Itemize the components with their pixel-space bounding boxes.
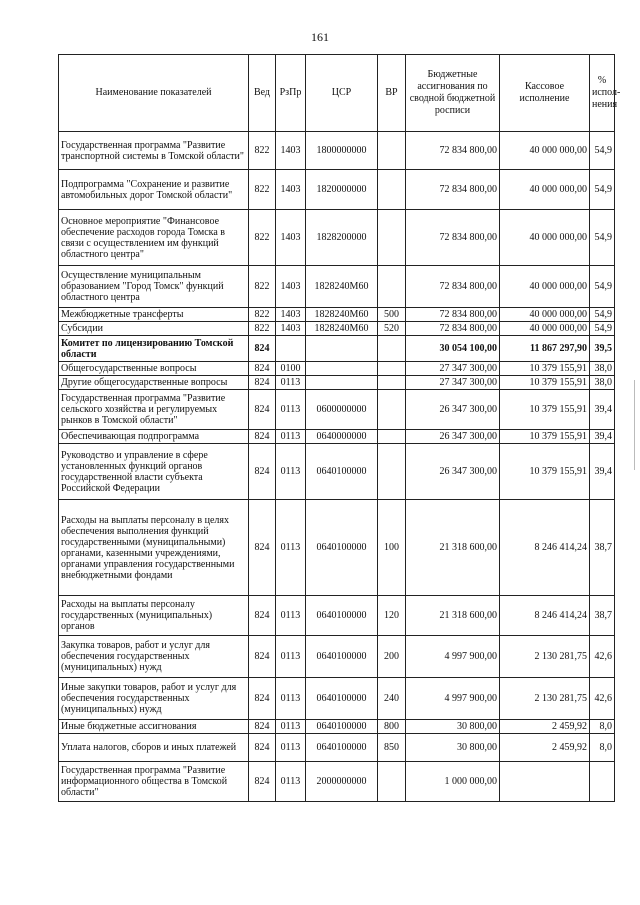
cell-vr — [378, 266, 406, 308]
cell-budget: 26 347 300,00 — [406, 430, 500, 444]
cell-rzpr: 1403 — [276, 170, 306, 210]
cell-rzpr: 0113 — [276, 500, 306, 596]
cell-ved: 824 — [249, 720, 276, 734]
cell-pct: 8,0 — [590, 734, 615, 762]
cell-budget: 4 997 900,00 — [406, 636, 500, 678]
cell-vr — [378, 430, 406, 444]
cell-pct: 42,6 — [590, 636, 615, 678]
cell-vr: 200 — [378, 636, 406, 678]
table-row — [59, 720, 615, 734]
cell-ved: 822 — [249, 210, 276, 266]
table-row — [59, 322, 615, 336]
cell-cash: 2 459,92 — [500, 720, 590, 734]
cell-budget: 30 054 100,00 — [406, 336, 500, 362]
header-csr: ЦСР — [306, 55, 378, 132]
cell-name: Расходы на выплаты персоналу в целях обеспечения выполнения функций государственными (муниципальными) органами, казенными учреждениями, органами управления государственными внебюджетными фондами — [59, 500, 249, 596]
cell-csr: 0640100000 — [306, 678, 378, 720]
table-row — [59, 210, 615, 266]
cell-rzpr: 0113 — [276, 762, 306, 802]
scan-edge-line — [634, 380, 635, 470]
header-name: Наименование показателей — [59, 55, 249, 132]
cell-name: Закупка товаров, работ и услуг для обеспечения государственных (муниципальных) нужд — [59, 636, 249, 678]
cell-vr — [378, 170, 406, 210]
cell-cash: 10 379 155,91 — [500, 376, 590, 390]
cell-csr: 1828240М60 — [306, 266, 378, 308]
table-row — [59, 336, 615, 362]
cell-ved: 822 — [249, 322, 276, 336]
cell-name: Расходы на выплаты персоналу государственных (муниципальных) органов — [59, 596, 249, 636]
cell-vr: 520 — [378, 322, 406, 336]
cell-cash: 40 000 000,00 — [500, 266, 590, 308]
table-header — [59, 55, 615, 132]
cell-csr: 0640100000 — [306, 596, 378, 636]
cell-pct: 54,9 — [590, 132, 615, 170]
table-row — [59, 596, 615, 636]
cell-ved: 824 — [249, 500, 276, 596]
cell-cash: 2 130 281,75 — [500, 678, 590, 720]
cell-name: Осуществление муниципальным образованием "Город Томск" функций областного центра — [59, 266, 249, 308]
cell-vr — [378, 444, 406, 500]
cell-csr: 1828240М60 — [306, 322, 378, 336]
cell-csr — [306, 336, 378, 362]
cell-csr: 0640000000 — [306, 430, 378, 444]
cell-cash: 10 379 155,91 — [500, 444, 590, 500]
cell-csr: 0640100000 — [306, 720, 378, 734]
cell-ved: 824 — [249, 596, 276, 636]
cell-vr — [378, 390, 406, 430]
cell-rzpr: 1403 — [276, 210, 306, 266]
cell-name: Основное мероприятие "Финансовое обеспечение расходов города Томска в связи с осуществлением им функций областного центра" — [59, 210, 249, 266]
cell-ved: 824 — [249, 678, 276, 720]
header-budget: Бюджетные ассигнования по сводной бюджетной росписи — [406, 55, 500, 132]
table-row — [59, 762, 615, 802]
cell-name: Государственная программа "Развитие транспортной системы в Томской области" — [59, 132, 249, 170]
cell-budget: 72 834 800,00 — [406, 322, 500, 336]
table-row — [59, 430, 615, 444]
cell-ved: 824 — [249, 362, 276, 376]
table-row — [59, 376, 615, 390]
cell-vr: 850 — [378, 734, 406, 762]
cell-name: Государственная программа "Развитие информационного общества в Томской области" — [59, 762, 249, 802]
cell-cash: 40 000 000,00 — [500, 210, 590, 266]
cell-pct: 38,0 — [590, 362, 615, 376]
cell-rzpr: 0100 — [276, 362, 306, 376]
cell-name: Государственная программа "Развитие сельского хозяйства и регулируемых рынков в Томской области" — [59, 390, 249, 430]
cell-cash: 11 867 297,90 — [500, 336, 590, 362]
header-vr: ВР — [378, 55, 406, 132]
cell-budget: 72 834 800,00 — [406, 308, 500, 322]
cell-cash — [500, 762, 590, 802]
cell-rzpr: 0113 — [276, 430, 306, 444]
cell-vr: 500 — [378, 308, 406, 322]
table-row — [59, 362, 615, 376]
cell-cash: 40 000 000,00 — [500, 308, 590, 322]
cell-vr — [378, 762, 406, 802]
cell-cash: 8 246 414,24 — [500, 500, 590, 596]
cell-pct: 8,0 — [590, 720, 615, 734]
cell-ved: 822 — [249, 170, 276, 210]
cell-cash: 40 000 000,00 — [500, 170, 590, 210]
cell-cash: 2 130 281,75 — [500, 636, 590, 678]
cell-cash: 2 459,92 — [500, 734, 590, 762]
cell-csr: 2000000000 — [306, 762, 378, 802]
table-row — [59, 636, 615, 678]
cell-pct: 54,9 — [590, 308, 615, 322]
cell-budget: 26 347 300,00 — [406, 390, 500, 430]
cell-cash: 10 379 155,91 — [500, 390, 590, 430]
cell-rzpr: 0113 — [276, 734, 306, 762]
cell-vr — [378, 210, 406, 266]
cell-cash: 8 246 414,24 — [500, 596, 590, 636]
cell-cash: 10 379 155,91 — [500, 362, 590, 376]
cell-rzpr: 1403 — [276, 308, 306, 322]
cell-name: Общегосударственные вопросы — [59, 362, 249, 376]
cell-rzpr: 1403 — [276, 266, 306, 308]
cell-rzpr: 0113 — [276, 376, 306, 390]
cell-ved: 824 — [249, 444, 276, 500]
cell-budget: 30 800,00 — [406, 734, 500, 762]
cell-budget: 72 834 800,00 — [406, 210, 500, 266]
cell-name: Комитет по лицензированию Томской области — [59, 336, 249, 362]
cell-ved: 822 — [249, 308, 276, 322]
cell-name: Иные бюджетные ассигнования — [59, 720, 249, 734]
cell-vr: 100 — [378, 500, 406, 596]
cell-cash: 40 000 000,00 — [500, 132, 590, 170]
header-cash: Кассовое исполнение — [500, 55, 590, 132]
cell-name: Другие общегосударственные вопросы — [59, 376, 249, 390]
table-row — [59, 170, 615, 210]
cell-ved: 824 — [249, 430, 276, 444]
cell-csr: 0640100000 — [306, 500, 378, 596]
cell-csr: 1800000000 — [306, 132, 378, 170]
cell-pct — [590, 762, 615, 802]
cell-ved: 824 — [249, 762, 276, 802]
cell-pct: 54,9 — [590, 266, 615, 308]
cell-ved: 824 — [249, 636, 276, 678]
cell-vr: 800 — [378, 720, 406, 734]
table-row — [59, 678, 615, 720]
cell-pct: 38,7 — [590, 500, 615, 596]
cell-rzpr: 0113 — [276, 444, 306, 500]
cell-name: Руководство и управление в сфере установленных функций органов государственной власти субъекта Российской Федерации — [59, 444, 249, 500]
cell-rzpr: 0113 — [276, 678, 306, 720]
table-row — [59, 266, 615, 308]
cell-budget: 21 318 600,00 — [406, 596, 500, 636]
cell-rzpr: 1403 — [276, 322, 306, 336]
cell-pct: 42,6 — [590, 678, 615, 720]
cell-pct: 39,4 — [590, 444, 615, 500]
cell-vr — [378, 362, 406, 376]
table-row — [59, 132, 615, 170]
cell-budget: 1 000 000,00 — [406, 762, 500, 802]
cell-name: Подпрограмма "Сохранение и развитие автомобильных дорог Томской области" — [59, 170, 249, 210]
cell-name: Межбюджетные трансферты — [59, 308, 249, 322]
cell-name: Субсидии — [59, 322, 249, 336]
cell-vr: 120 — [378, 596, 406, 636]
cell-rzpr — [276, 336, 306, 362]
cell-rzpr: 0113 — [276, 720, 306, 734]
table-row — [59, 308, 615, 322]
cell-ved: 822 — [249, 132, 276, 170]
cell-budget: 27 347 300,00 — [406, 376, 500, 390]
header-ved: Вед — [249, 55, 276, 132]
cell-vr — [378, 336, 406, 362]
cell-csr: 0640100000 — [306, 444, 378, 500]
cell-rzpr: 1403 — [276, 132, 306, 170]
cell-pct: 54,9 — [590, 210, 615, 266]
page-number: 161 — [311, 30, 329, 44]
header-rzpr: РзПр — [276, 55, 306, 132]
cell-ved: 824 — [249, 336, 276, 362]
cell-rzpr: 0113 — [276, 596, 306, 636]
cell-pct: 39,5 — [590, 336, 615, 362]
cell-cash: 40 000 000,00 — [500, 322, 590, 336]
header-pct: % испол-нения — [590, 55, 615, 132]
cell-name: Обеспечивающая подпрограмма — [59, 430, 249, 444]
cell-rzpr: 0113 — [276, 636, 306, 678]
cell-csr: 1828240М60 — [306, 308, 378, 322]
cell-pct: 39,4 — [590, 430, 615, 444]
table-row — [59, 734, 615, 762]
cell-pct: 39,4 — [590, 390, 615, 430]
table-row — [59, 390, 615, 430]
cell-ved: 822 — [249, 266, 276, 308]
cell-name: Уплата налогов, сборов и иных платежей — [59, 734, 249, 762]
cell-budget: 27 347 300,00 — [406, 362, 500, 376]
cell-pct: 38,0 — [590, 376, 615, 390]
cell-ved: 824 — [249, 376, 276, 390]
cell-csr: 0640100000 — [306, 734, 378, 762]
cell-csr: 1820000000 — [306, 170, 378, 210]
table-row — [59, 444, 615, 500]
cell-vr — [378, 376, 406, 390]
cell-budget: 30 800,00 — [406, 720, 500, 734]
cell-name: Иные закупки товаров, работ и услуг для обеспечения государственных (муниципальных) нужд — [59, 678, 249, 720]
cell-ved: 824 — [249, 734, 276, 762]
cell-budget: 4 997 900,00 — [406, 678, 500, 720]
cell-pct: 54,9 — [590, 170, 615, 210]
cell-budget: 72 834 800,00 — [406, 170, 500, 210]
cell-rzpr: 0113 — [276, 390, 306, 430]
cell-csr — [306, 362, 378, 376]
cell-budget: 26 347 300,00 — [406, 444, 500, 500]
table-row — [59, 500, 615, 596]
cell-budget: 21 318 600,00 — [406, 500, 500, 596]
cell-vr — [378, 132, 406, 170]
cell-csr: 1828200000 — [306, 210, 378, 266]
cell-pct: 54,9 — [590, 322, 615, 336]
cell-ved: 824 — [249, 390, 276, 430]
cell-csr: 0640100000 — [306, 636, 378, 678]
cell-budget: 72 834 800,00 — [406, 266, 500, 308]
cell-pct: 38,7 — [590, 596, 615, 636]
cell-csr — [306, 376, 378, 390]
cell-csr: 0600000000 — [306, 390, 378, 430]
table-body — [59, 132, 615, 802]
cell-vr: 240 — [378, 678, 406, 720]
cell-cash: 10 379 155,91 — [500, 430, 590, 444]
cell-budget: 72 834 800,00 — [406, 132, 500, 170]
budget-execution-table — [58, 54, 621, 802]
